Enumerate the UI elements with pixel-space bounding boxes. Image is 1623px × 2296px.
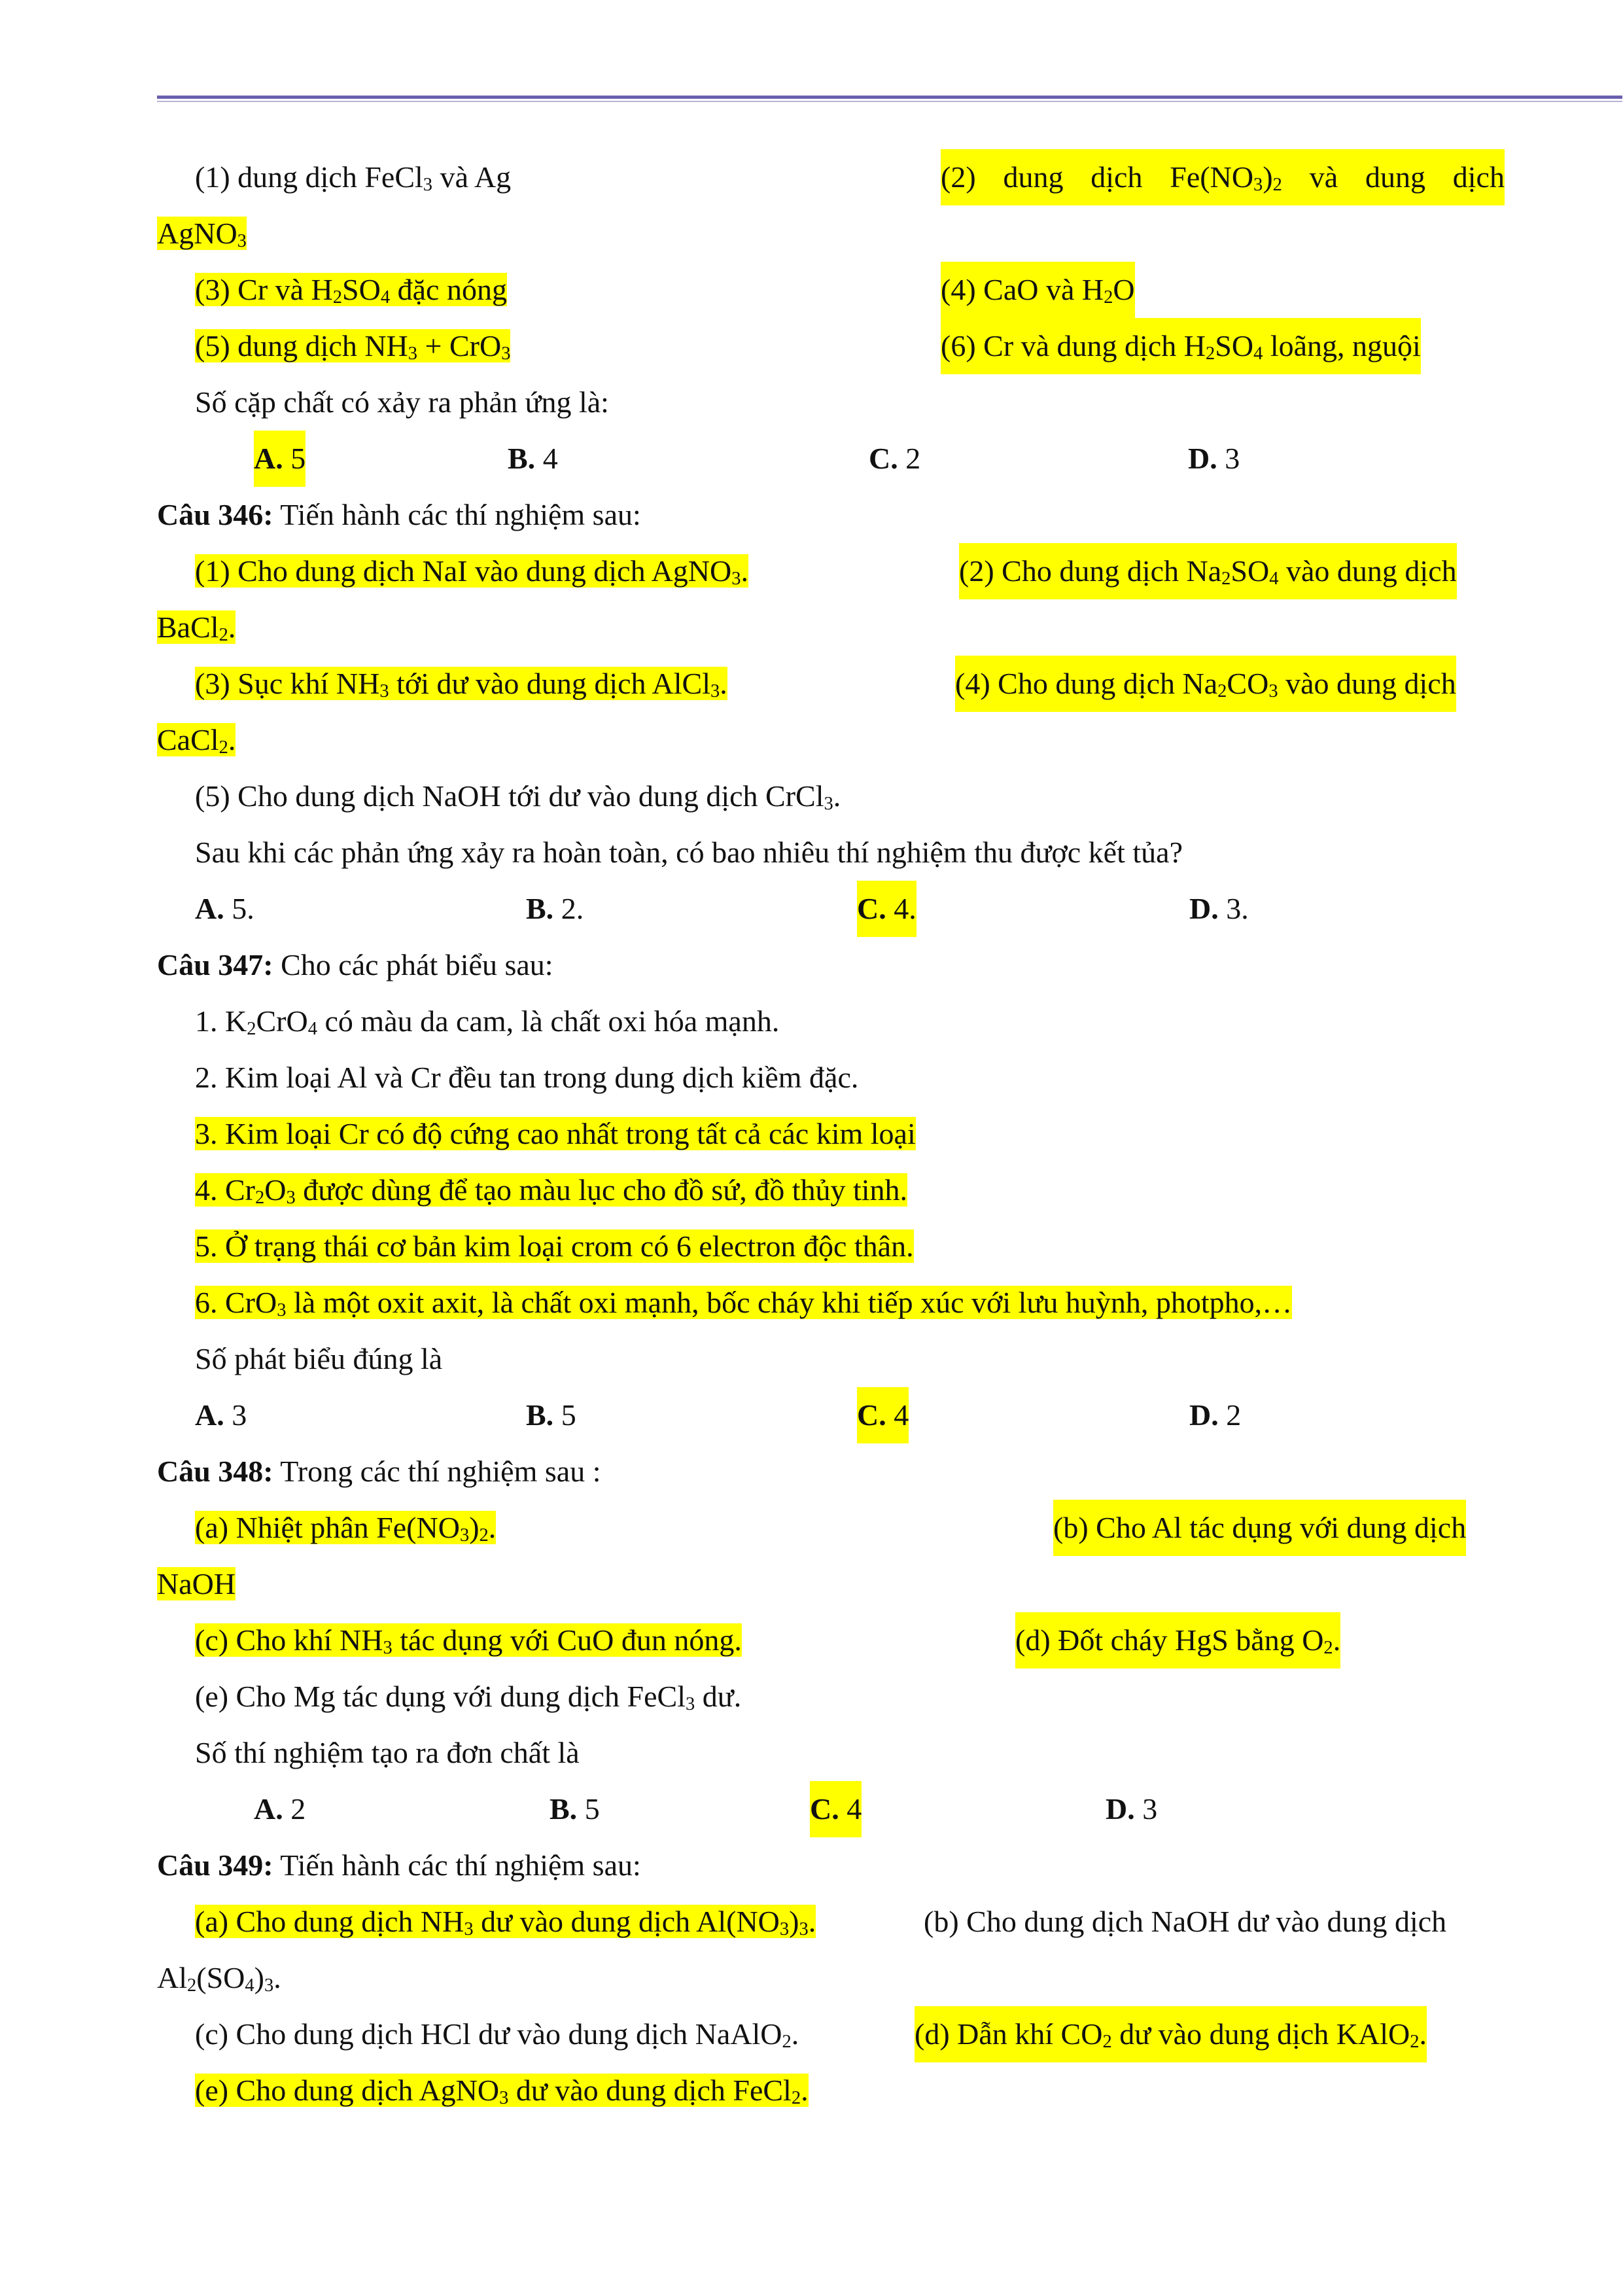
q347-statement-4: 4. $Cr_2O_3$ được dùng để tạo màu lục cho đồ sứ, đồ thủy tinh. <box>195 1173 908 1209</box>
q346-item2: (2) Cho dung dịch $Na_2SO_4$ vào dung dịch <box>959 543 1457 599</box>
q345-option-b[interactable]: B. 4 <box>508 442 558 475</box>
q345-options <box>157 431 1505 487</box>
q347-statement-6: 6. CrO$_3$ là một oxit axit, là chất oxi mạnh, bốc cháy khi tiếp xúc với lưu huỳnh, photpho,… <box>195 1286 1293 1321</box>
q349-row1 <box>157 1894 1505 1950</box>
q345-prompt: Số cặp chất có xảy ra phản ứng là: <box>195 385 609 419</box>
q348-item-c: (c) Cho khí $NH_3$ tác dụng với CuO đun nóng. <box>195 1623 742 1659</box>
q345-item4: (4) CaO và $H_2O$ <box>941 262 1135 318</box>
q346-row2-cont <box>157 712 1505 768</box>
q348-option-b[interactable]: B. 5 <box>550 1792 600 1826</box>
q347-stem: Câu 347: Cho các phát biểu sau: <box>157 948 553 981</box>
q348-item-b: (b) Cho Al tác dụng với dung dịch <box>1053 1500 1466 1556</box>
q347-prompt: Số phát biểu đúng là <box>195 1342 443 1375</box>
q346-item1: (1) Cho dung dịch NaI vào dung dịch AgNO$_3$. <box>195 554 748 590</box>
q346-option-a[interactable]: A. 5. <box>195 892 254 925</box>
q348-option-c[interactable]: C. 4 <box>810 1781 862 1837</box>
q346-item5: (5) Cho dung dịch NaOH tới dư vào dung dịch CrCl$_3$. <box>195 779 841 815</box>
q345-item1: (1) dung dịch FeCl$_3$ và Ag <box>195 160 512 196</box>
q348-row2 <box>157 1612 1505 1669</box>
q348-item-a: (a) Nhiệt phân $Fe(NO_3)_2$. <box>195 1511 497 1546</box>
q345-option-c[interactable]: C. 2 <box>869 442 921 475</box>
q348-row1 <box>157 1500 1505 1556</box>
q345-option-d[interactable]: D. 3 <box>1188 442 1240 475</box>
page-content <box>157 149 1505 2119</box>
q346-prompt: Sau khi các phản ứng xảy ra hoàn toàn, có bao nhiêu thí nghiệm thu được kết tủa? <box>195 836 1183 869</box>
q349-item-a: (a) Cho dung dịch $NH_3$ dư vào dung dịch $Al(NO_3)_3$. <box>195 1905 816 1940</box>
q349-item-c: (c) Cho dung dịch HCl dư vào dung dịch NaAlO$_2$. <box>195 2017 799 2053</box>
q348-row1-cont <box>157 1556 1505 1612</box>
q347-statement-2: 2. Kim loại Al và Cr đều tan trong dung dịch kiềm đặc. <box>195 1061 859 1094</box>
q348-option-d[interactable]: D. 3 <box>1106 1792 1158 1826</box>
q345-row1-cont <box>157 205 1505 262</box>
q345-row3 <box>157 318 1505 374</box>
q349-item-b-cont: $Al_2(SO_4)_3$. <box>157 1961 281 1996</box>
q347-option-d[interactable]: D. 2 <box>1189 1398 1242 1432</box>
q347-statement-5: 5. Ở trạng thái cơ bản kim loại crom có 6 electron độc thân. <box>195 1229 914 1263</box>
q346-stem: Câu 346: Tiến hành các thí nghiệm sau: <box>157 498 641 531</box>
q348-option-a[interactable]: A. 2 <box>254 1792 306 1826</box>
q346-row1 <box>157 543 1505 599</box>
q345-item6: (6) Cr và dung dịch $H_2SO_4$ loãng, nguội <box>941 318 1421 374</box>
q349-row2 <box>157 2006 1505 2062</box>
q346-item4: (4) Cho dung dịch $Na_2CO_3$ vào dung dịch <box>955 656 1456 712</box>
q348-item-e: (e) Cho Mg tác dụng với dung dịch FeCl$_3$ dư. <box>195 1680 742 1715</box>
q349-stem: Câu 349: Tiến hành các thí nghiệm sau: <box>157 1848 641 1882</box>
q347-option-a[interactable]: A. 3 <box>195 1398 247 1432</box>
q347-option-b[interactable]: B. 5 <box>526 1398 576 1432</box>
q348-stem: Câu 348: Trong các thí nghiệm sau : <box>157 1455 601 1488</box>
q346-item3: (3) Sục khí $NH_3$ tới dư vào dung dịch AlCl$_3$. <box>195 667 727 702</box>
q346-option-b[interactable]: B. 2. <box>526 892 584 925</box>
header-rule-thin <box>157 101 1622 102</box>
q346-options <box>157 881 1505 937</box>
q345-item3: (3) Cr và $H_2SO_4$ đặc nóng <box>195 273 507 308</box>
q346-row2 <box>157 656 1505 712</box>
q348-options <box>157 1781 1505 1837</box>
q345-item2: (2) dung dịch $Fe(NO_3)_2$ và dung dịch <box>941 149 1505 205</box>
q349-row3 <box>157 2062 1505 2119</box>
q349-item-d: (d) Dẫn khí $CO_2$ dư vào dung dịch KAlO$_2$. <box>915 2006 1427 2062</box>
q348-item-d: (d) Đốt cháy HgS bằng $O_2$. <box>1015 1612 1340 1669</box>
q347-statement-1: 1. $K_2CrO_4$ có màu da cam, là chất oxi hóa mạnh. <box>195 1004 780 1040</box>
q345-item5: (5) dung dịch $NH_3 + CrO_3$ <box>195 329 511 364</box>
q346-option-c[interactable]: C. 4. <box>857 881 916 937</box>
q347-statement-3: 3. Kim loại Cr có độ cứng cao nhất trong tất cả các kim loại <box>195 1117 916 1150</box>
q346-option-d[interactable]: D. 3. <box>1189 892 1249 925</box>
q347-options <box>157 1387 1505 1443</box>
q349-label: Câu 349: <box>157 1848 273 1882</box>
q345-item2-cont: AgNO$_3$ <box>157 217 247 252</box>
q348-prompt: Số thí nghiệm tạo ra đơn chất là <box>195 1736 580 1769</box>
q346-item2-cont: BaCl$_2$. <box>157 610 236 646</box>
q348-label: Câu 348: <box>157 1455 273 1488</box>
q346-label: Câu 346: <box>157 498 273 531</box>
q347-option-c[interactable]: C. 4 <box>857 1387 909 1443</box>
q345-option-a[interactable]: A. 5 <box>254 431 305 487</box>
q346-item4-cont: CaCl$_2$. <box>157 723 236 758</box>
q347-label: Câu 347: <box>157 948 273 981</box>
q345-row2 <box>157 262 1505 318</box>
q346-row1-cont <box>157 599 1505 656</box>
q349-item-e: (e) Cho dung dịch AgNO$_3$ dư vào dung dịch FeCl$_2$. <box>195 2074 809 2109</box>
q349-item-b: (b) Cho dung dịch NaOH dư vào dung dịch <box>924 1905 1447 1938</box>
q345-row1 <box>157 149 1505 205</box>
q348-item-b-cont: NaOH <box>157 1567 236 1600</box>
header-rule <box>157 96 1622 99</box>
